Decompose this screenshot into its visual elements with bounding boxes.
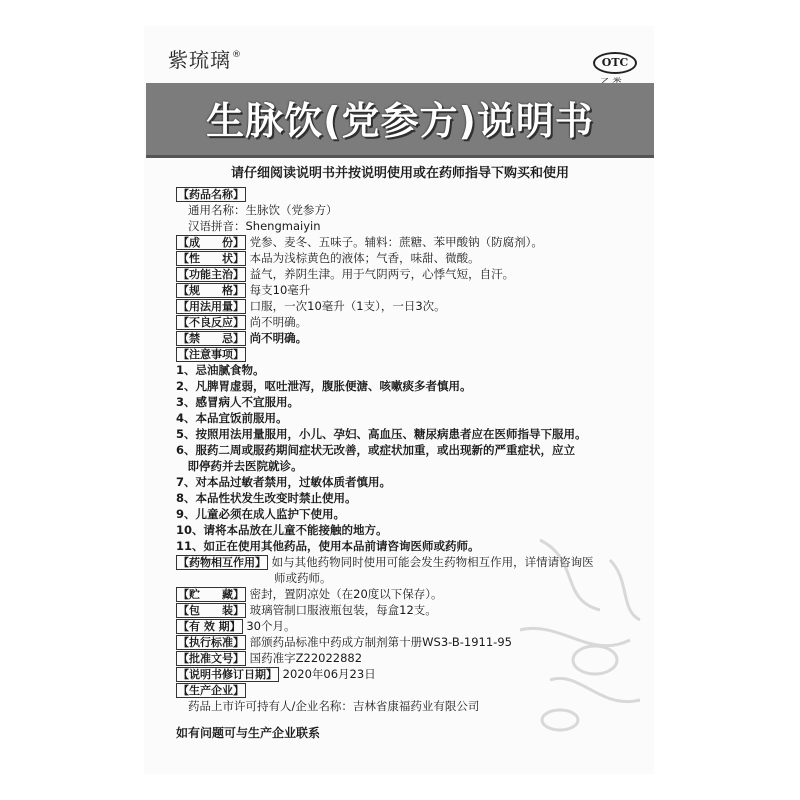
note-item: 5、按照用法用量服用，小儿、孕妇、高血压、糖尿病患者应在医师指导下服用。 bbox=[176, 427, 587, 441]
note-item: 1、忌油腻食物。 bbox=[176, 363, 265, 377]
brand-name: 紫琉璃® bbox=[168, 48, 242, 72]
revision-row: 【说明书修订日期】 2020年06月23日 bbox=[178, 667, 376, 681]
note-item: 7、对本品过敏者禁用，过敏体质者慎用。 bbox=[176, 475, 391, 489]
usage-warning: 请仔细阅读说明书并按说明使用或在药师指导下购买和使用 bbox=[230, 166, 569, 181]
interaction-cont: 师或药师。 bbox=[274, 571, 332, 585]
note-item: 4、本品宜饭前服用。 bbox=[176, 411, 288, 425]
package-row: 【包 装】 玻璃管制口服液瓶包装，每盒12支。 bbox=[178, 603, 437, 617]
note-item: 9、儿童必须在成人监护下使用。 bbox=[176, 507, 345, 521]
footer-contact: 如有问题可与生产企业联系 bbox=[176, 726, 321, 740]
note-item: 2、凡脾胃虚弱，呕吐泄泻，腹胀便溏、咳嗽痰多者慎用。 bbox=[176, 379, 472, 393]
drug-name-heading: 【药品名称】 bbox=[178, 188, 244, 201]
otc-badge: OTC bbox=[593, 52, 637, 74]
note-item: 11、如正在使用其他药品，使用本品前请咨询医师或药师。 bbox=[176, 539, 480, 553]
appearance-row: 【性 状】 本品为浅棕黄色的液体；气香，味甜、微酸。 bbox=[178, 251, 480, 265]
notes-heading: 【注意事项】 bbox=[178, 348, 244, 361]
note-item: 10、请将本品放在儿童不能接触的地方。 bbox=[176, 523, 388, 537]
pinyin-name: 汉语拼音：Shengmaiyin bbox=[188, 219, 321, 233]
function-row: 【功能主治】 益气，养阴生津。用于气阴两亏，心悸气短，自汗。 bbox=[178, 267, 515, 281]
title-divider bbox=[146, 155, 654, 158]
generic-name: 通用名称：生脉饮（党参方） bbox=[188, 203, 338, 217]
spec-row: 【规 格】 每支10毫升 bbox=[178, 283, 311, 297]
adverse-row: 【不良反应】 尚不明确。 bbox=[178, 315, 308, 329]
standard-row: 【执行标准】 部颁药品标准中药成方制剂第十册WS3-B-1911-95 bbox=[178, 635, 512, 649]
approval-row: 【批准文号】 国药准字Z22022882 bbox=[178, 651, 363, 665]
contraindication-row: 【禁 忌】 尚不明确。 bbox=[178, 331, 308, 345]
registered-mark: ® bbox=[232, 50, 242, 60]
page-title: 生脉饮(党参方)说明书 bbox=[206, 99, 594, 143]
note-item: 3、感冒病人不宜服用。 bbox=[176, 395, 300, 409]
usage-row: 【用法用量】 口服，一次10毫升（1支），一日3次。 bbox=[178, 299, 446, 313]
interaction-row: 【药物相互作用】 如与其他药物同时使用可能会发生药物相互作用，详情请咨询医 bbox=[178, 555, 594, 569]
ingredients-row: 【成 份】 党参、麦冬、五味子。辅料：蔗糖、苯甲酸钠（防腐剂）。 bbox=[178, 235, 543, 249]
note-item: 8、本品性状发生改变时禁止使用。 bbox=[176, 491, 357, 505]
validity-row: 【有 效 期】 30个月。 bbox=[178, 619, 296, 633]
storage-row: 【贮 藏】 密封，置阴凉处（在20度以下保存）。 bbox=[178, 587, 443, 601]
note-item: 即停药并去医院就诊。 bbox=[176, 459, 303, 473]
company-heading: 【生产企业】 bbox=[178, 684, 244, 697]
note-item: 6、服药二周或服药期间症状无改善，或症状加重，或出现新的严重症状，应立 bbox=[176, 443, 575, 457]
holder-info: 药品上市许可持有人/企业名称：吉林省康福药业有限公司 bbox=[188, 699, 480, 713]
